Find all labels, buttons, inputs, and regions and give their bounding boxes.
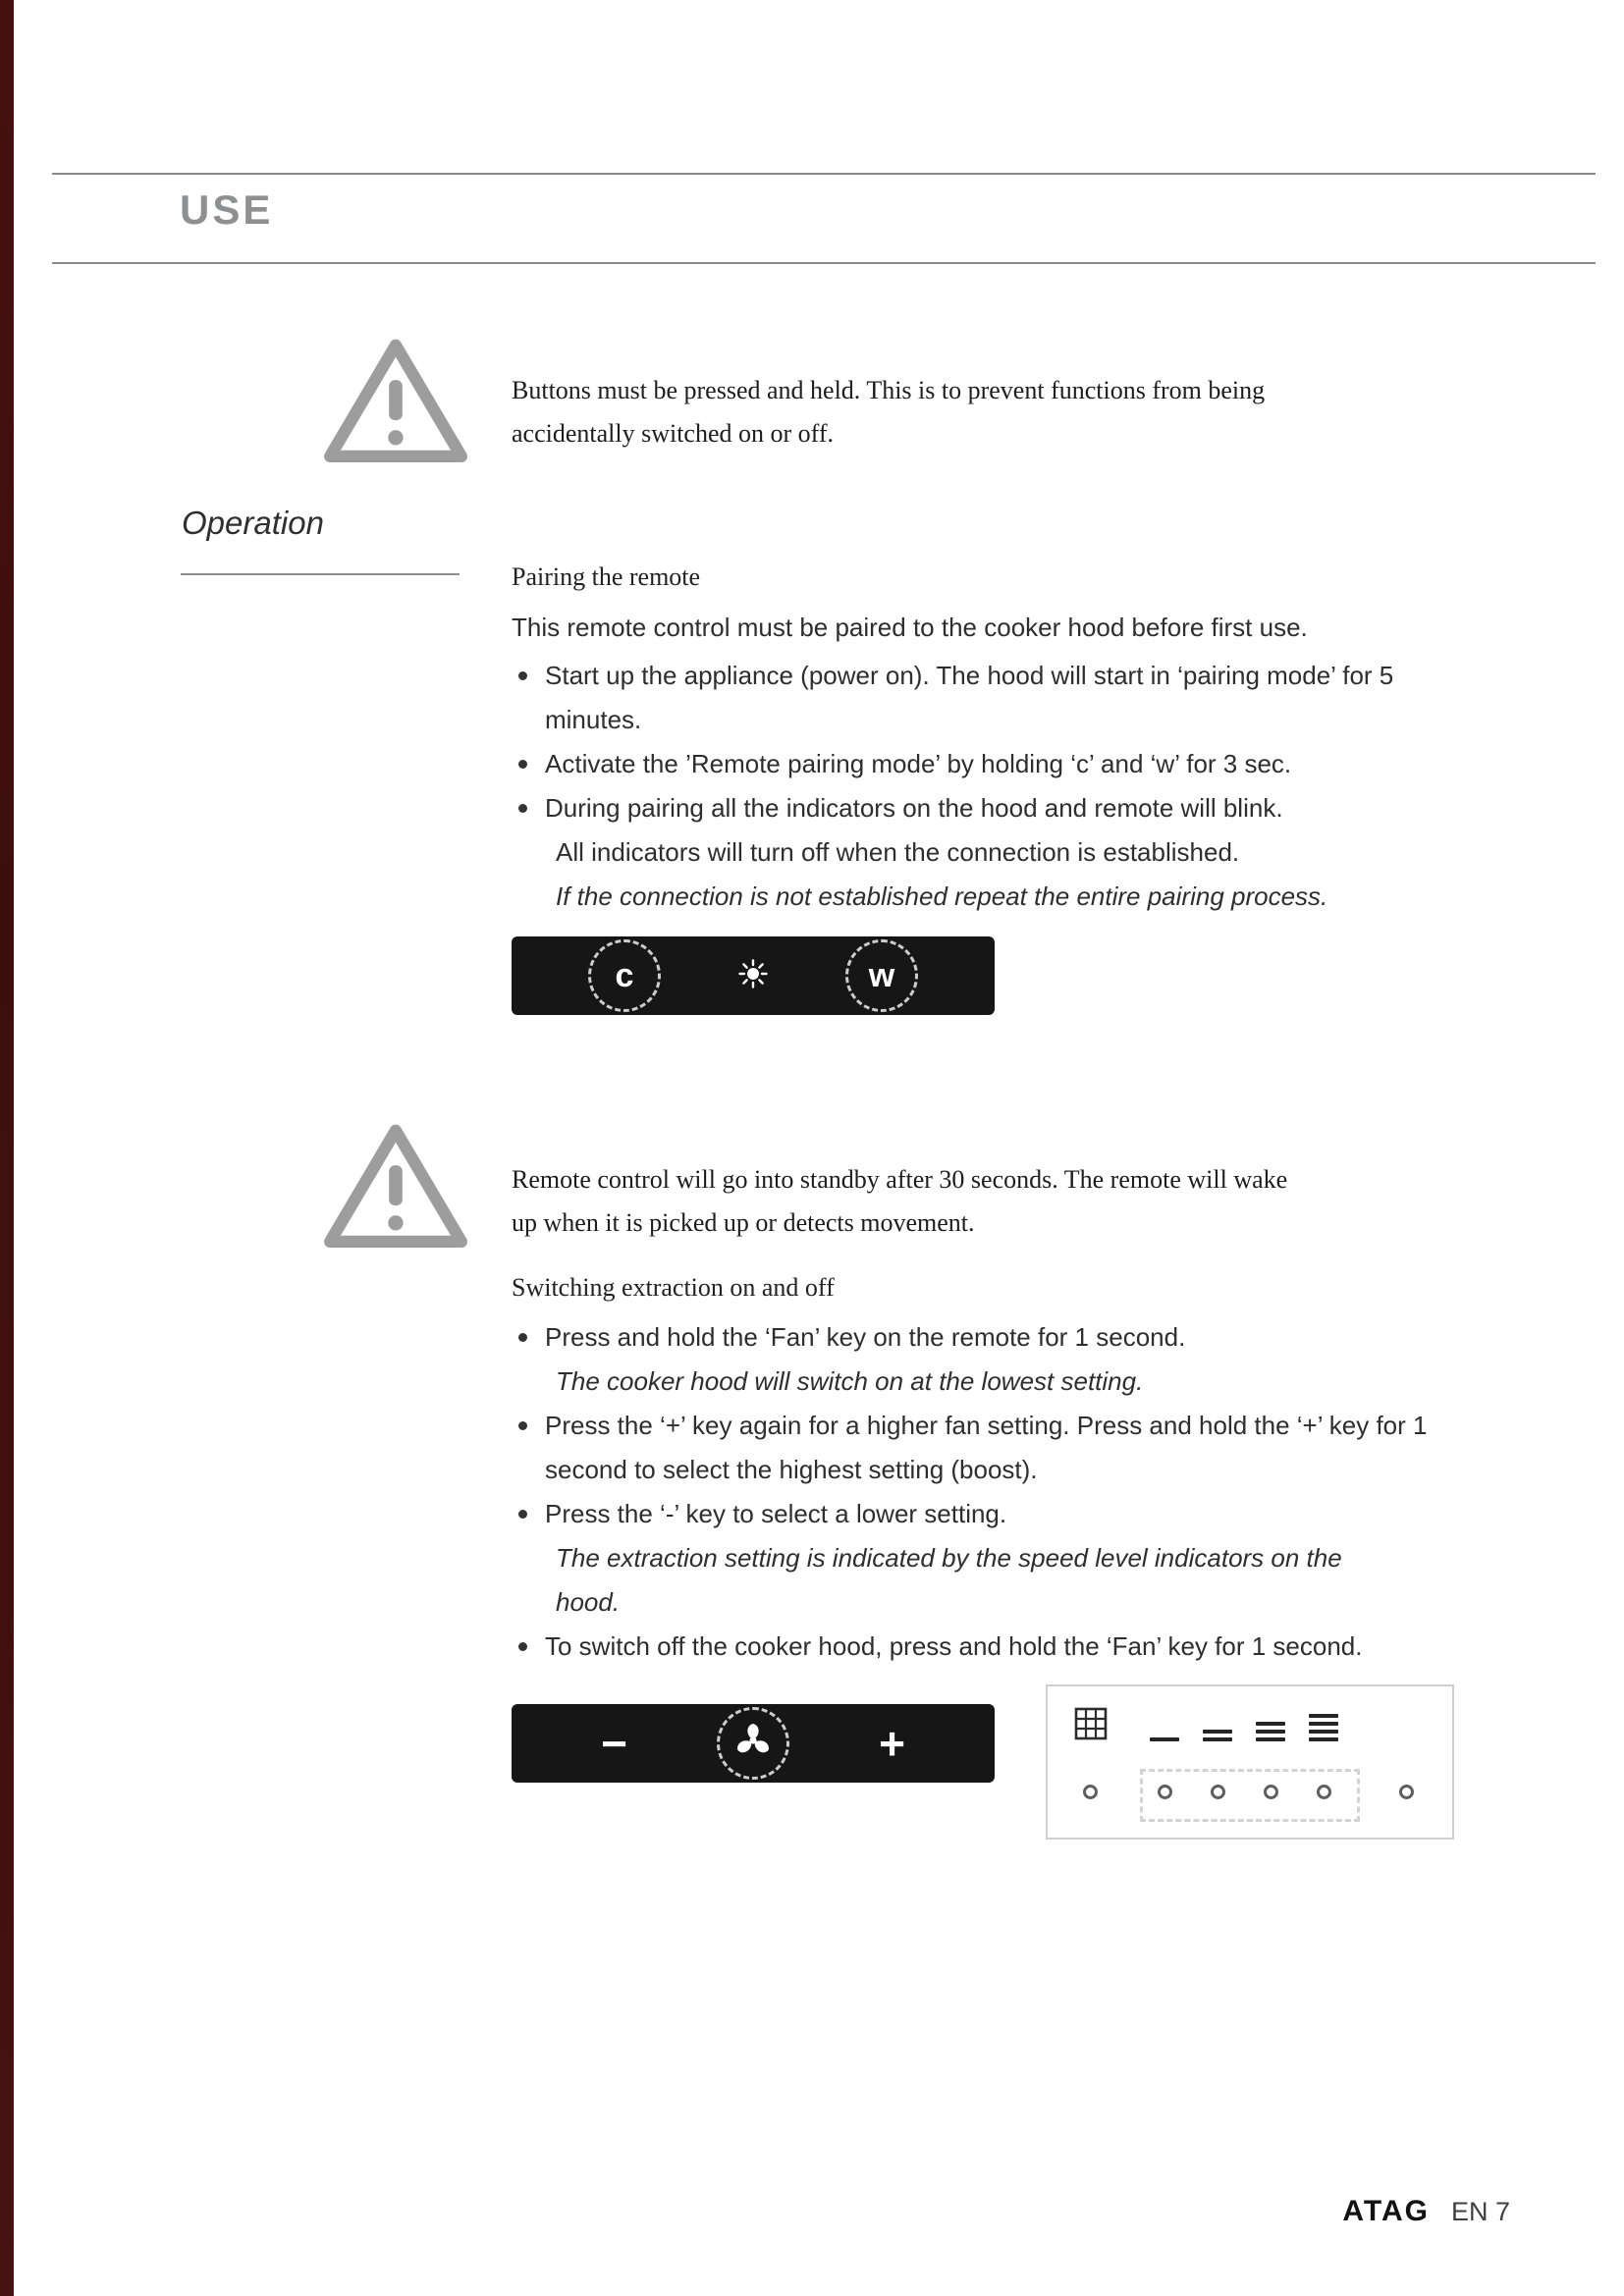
pairing-section: [512, 558, 1459, 1015]
indicator-led: [1399, 1785, 1414, 1799]
section-title: USE: [180, 187, 274, 233]
list-item: [512, 1625, 1459, 1669]
fan-icon: [733, 1722, 773, 1766]
bullet-text: Press the ‘+’ key again for a higher fan setting. Press and hold the ‘+’ key for 1 second to select the highest setting (boost).: [545, 1411, 1428, 1484]
speed-level-2-icon: [1203, 1730, 1232, 1741]
warning-icon: [322, 336, 469, 472]
bullet-italic-text: If the connection is not established repeat the entire pairing process.: [556, 881, 1328, 911]
bullet-italic-text: The cooker hood will switch on at the lowest setting.: [556, 1366, 1144, 1396]
speed-level-1-icon: [1150, 1737, 1179, 1741]
indicator-led: [1317, 1785, 1331, 1799]
c-key-highlight: [588, 939, 661, 1012]
remote-control-pairing-image: [512, 936, 995, 1015]
bullet-text: Activate the ’Remote pairing mode’ by holding ‘c’ and ‘w’ for 3 sec.: [545, 749, 1292, 778]
bullet-text: To switch off the cooker hood, press and hold the ‘Fan’ key for 1 second.: [545, 1631, 1363, 1661]
plus-key-label: +: [879, 1718, 905, 1769]
extraction-subheading: Switching extraction on and off: [512, 1273, 835, 1302]
w-key-highlight: [845, 939, 918, 1012]
pairing-bullet-list: [512, 654, 1459, 919]
pairing-intro: This remote control must be paired to the cooker hood before first use.: [512, 613, 1308, 642]
extraction-section: [512, 1268, 1459, 1840]
minus-key-label: −: [601, 1718, 627, 1769]
list-item: [512, 742, 1459, 786]
divider: [52, 173, 1596, 175]
bullet-text: During pairing all the indicators on the hood and remote will blink.: [545, 793, 1283, 823]
list-item: [512, 654, 1459, 742]
bullet-text: Press the ‘-’ key to select a lower setting.: [545, 1499, 1007, 1528]
bullet-italic-text: The extraction setting is indicated by the speed level indicators on the hood.: [556, 1543, 1342, 1617]
page-footer: [1342, 2195, 1510, 2228]
w-key-label: w: [868, 957, 895, 994]
list-item: [512, 786, 1459, 919]
indicator-led: [1264, 1785, 1278, 1799]
pairing-subheading: Pairing the remote: [512, 562, 701, 591]
divider: [52, 262, 1596, 264]
fan-key-highlight: [717, 1707, 789, 1780]
indicator-led: [1211, 1785, 1225, 1799]
bullet-text: Start up the appliance (power on). The hood will start in ‘pairing mode’ for 5 minutes.: [545, 661, 1394, 734]
indicator-led: [1158, 1785, 1172, 1799]
speed-level-icons: [1150, 1710, 1338, 1741]
operation-heading: Operation: [182, 505, 324, 541]
speed-level-3-icon: [1256, 1722, 1285, 1741]
brand-logo: ATAG: [1342, 2195, 1430, 2227]
list-item: [512, 1404, 1459, 1492]
scan-edge-strip: [0, 0, 14, 2296]
remote-control-fan-image: [512, 1704, 995, 1783]
hood-indicator-panel: [1046, 1684, 1454, 1840]
heading-underline: [181, 573, 460, 575]
light-icon: [737, 958, 769, 994]
c-key-label: c: [615, 957, 634, 994]
bullet-text-continued: All indicators will turn off when the connection is established.: [556, 837, 1240, 867]
warning-icon: [322, 1121, 469, 1257]
bullet-text: Press and hold the ‘Fan’ key on the remote for 1 second.: [545, 1322, 1186, 1352]
list-item: [512, 1315, 1459, 1404]
extraction-bullet-list: [512, 1315, 1459, 1669]
filter-grid-icon: [1073, 1706, 1109, 1746]
speed-level-4-icon: [1309, 1714, 1338, 1741]
warning-text: Buttons must be pressed and held. This is to prevent functions from being accidentally switched on or off.: [512, 376, 1266, 448]
list-item: [512, 1492, 1459, 1625]
warning-text: Remote control will go into standby after 30 seconds. The remote will wake up when it is picked up or detects movement.: [512, 1165, 1288, 1237]
page-number: EN 7: [1450, 2197, 1510, 2226]
indicator-led: [1083, 1785, 1098, 1799]
